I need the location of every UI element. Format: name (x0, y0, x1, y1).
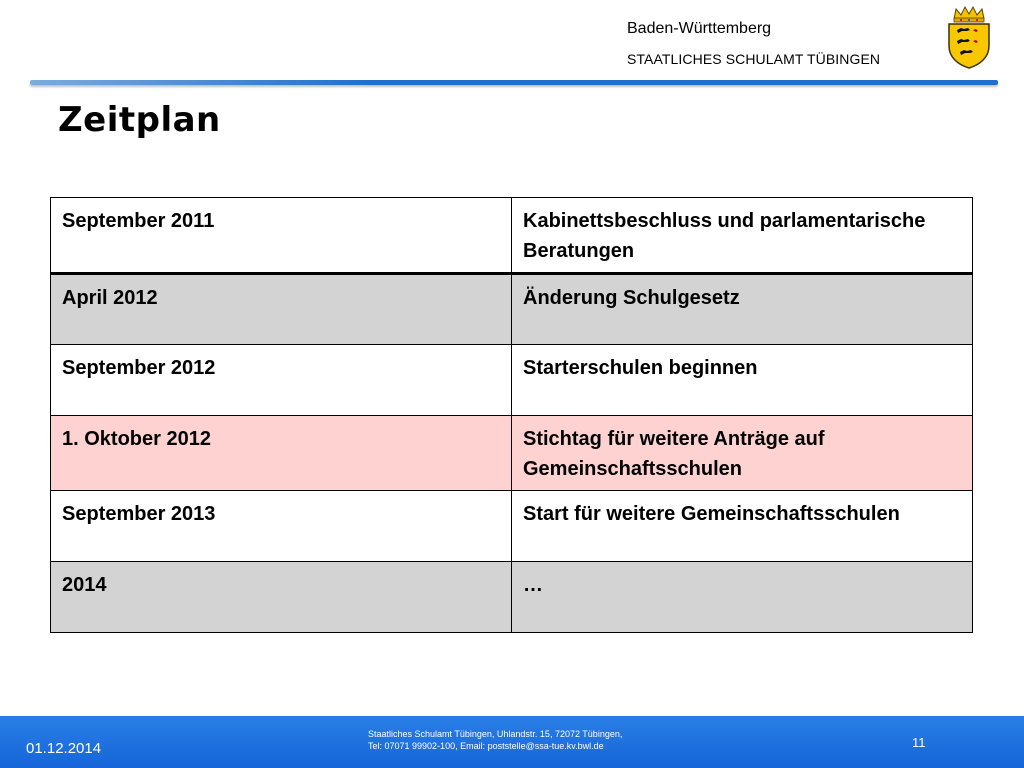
date-cell: September 2013 (51, 491, 512, 562)
footer-address-line: Staatliches Schulamt Tübingen, Uhlandstr. 15, 72072 Tübingen, (368, 729, 623, 739)
table-row (51, 345, 973, 416)
event-cell: … (512, 562, 973, 633)
slide-title: Zeitplan (58, 100, 221, 140)
event-cell: Änderung Schulgesetz (512, 274, 973, 345)
table-row (51, 416, 973, 491)
date-cell: 1. Oktober 2012 (51, 416, 512, 491)
table-row (51, 198, 973, 274)
coat-of-arms-icon (945, 4, 993, 70)
event-cell: Start für weitere Gemeinschaftsschulen (512, 491, 973, 562)
event-cell: Starterschulen beginnen (512, 345, 973, 416)
event-cell: Kabinettsbeschluss und parlamentarische Beratungen (512, 198, 973, 274)
schedule-table (50, 197, 973, 633)
page-number: 11 (912, 735, 926, 750)
office-name: STAATLICHES SCHULAMT TÜBINGEN (627, 51, 881, 67)
header-divider (30, 80, 998, 85)
state-name: Baden-Württemberg (627, 20, 772, 37)
table-row (51, 562, 973, 633)
date-cell: September 2012 (51, 345, 512, 416)
date-cell: April 2012 (51, 274, 512, 345)
table-row (51, 274, 973, 345)
table-row (51, 491, 973, 562)
footer-address (368, 728, 622, 752)
event-cell: Stichtag für weitere Anträge auf Gemeinschaftsschulen (512, 416, 973, 491)
footer-bar (0, 716, 1024, 768)
date-cell: 2014 (51, 562, 512, 633)
footer-date: 01.12.2014 (26, 740, 102, 757)
header-text (627, 18, 880, 68)
footer-address-line: Tel: 07071 99902-100, Email: poststelle@ssa-tue.kv.bwl.de (368, 741, 604, 751)
date-cell: September 2011 (51, 198, 512, 274)
